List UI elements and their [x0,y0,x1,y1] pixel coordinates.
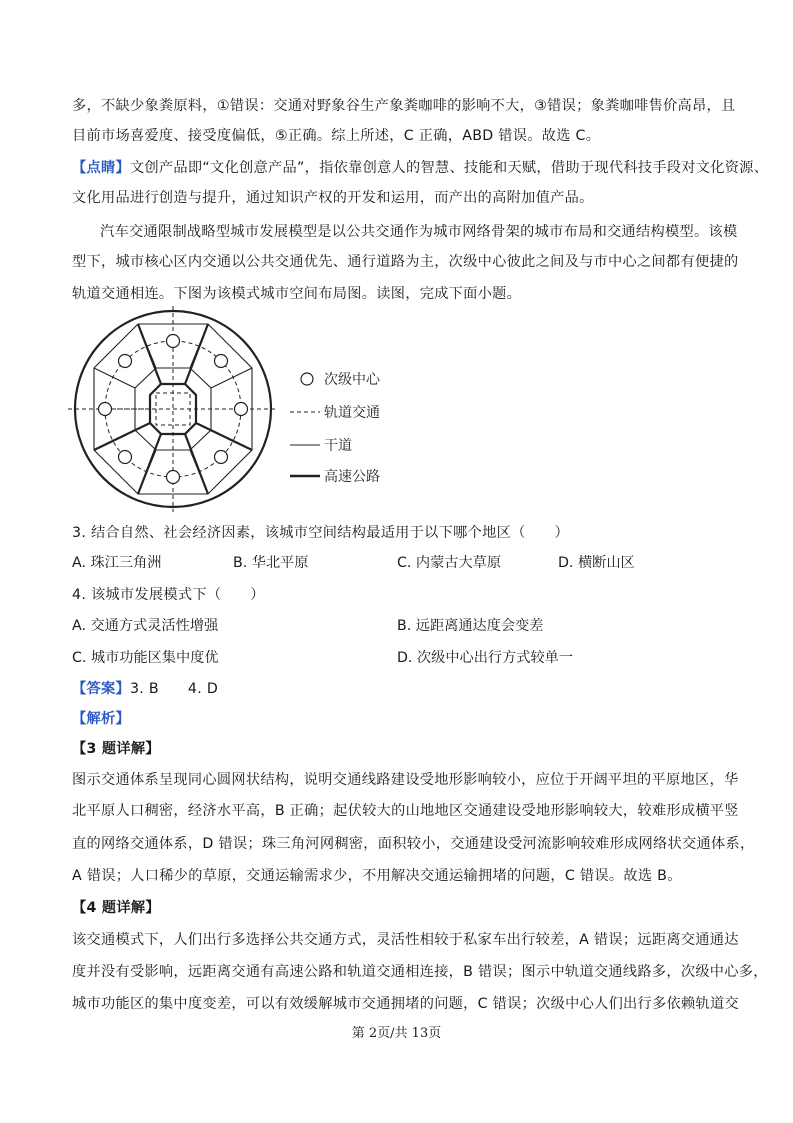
dianjing-label: 【点睛】 [72,160,130,176]
legend-rail-label: 轨道交通 [324,405,380,421]
legend-highway-label: 高速公路 [324,469,380,485]
answer-line [72,679,732,699]
intro-line2: 型下，城市核心区内交通以公共交通优先、通行道路为主，次级中心彼此之间及与市中心之间都有便捷的 [72,254,739,270]
answer-text: 3. B 4. D [129,681,219,697]
legend-trunk-label: 干道 [324,438,352,454]
city-layout-diagram [68,306,398,512]
q3-option-c: C. 内蒙古大草原 [397,555,502,571]
q3-option-d: D. 横断山区 [558,555,635,571]
q4-stem: 4. 该城市发展模式下（ ） [72,587,265,603]
d3-line1: 图示交通体系呈现同心圆网状结构，说明交通线路建设受地形影响较小，应位于开阔平坦的平原地区，华 [72,772,739,788]
legend-center-label: 次级中心 [324,372,380,388]
d3-line3: 直的网络交通体系，D 错误；珠三角河网稠密，面积较小，交通建设受河流影响较难形成网络状交通体系， [72,836,755,852]
d3-label: 【3 题详解】 [72,741,160,757]
q3-option-a: A. 珠江三角洲 [72,555,162,571]
d3-line4: A 错误；人口稀少的草原，交通运输需求少，不用解决交通运输拥堵的问题，C 错误。故选 B。 [72,868,682,884]
diagram-legend [290,371,381,485]
d4-line2: 度并没有受影响，远距离交通有高速公路和轨道交通相连接，B 错误；图示中轨道交通线路多，次级中心多， [72,964,768,980]
dianjing-text: 文创产品即“文化创意产品”，指依靠创意人的智慧、技能和天赋，借助于现代科技手段对文化资源、 [129,160,769,176]
legend-center-icon [301,373,313,385]
d4-line3: 城市功能区的集中度变差，可以有效缓解城市交通拥堵的问题，C 错误；次级中心人们出行多依赖轨道交 [72,996,739,1012]
q4-option-d: D. 次级中心出行方式较单一 [397,650,574,666]
intro-line3: 轨道交通相连。下图为该模式城市空间布局图。读图，完成下面小题。 [72,286,522,302]
q4-option-c: C. 城市功能区集中度优 [72,650,219,666]
dianjing-line2: 文化用品进行创造与提升，通过知识产权的开发和运用，而产出的高附加值产品。 [72,190,594,206]
intro-line1: 汽车交通限制战略型城市发展模型是以公共交通作为城市网络骨架的城市布局和交通结构模型。该模 [100,224,738,240]
para1-line2: 目前市场喜爱度、接受度偏低，⑤正确。综上所述，C 正确，ABD 错误。故选 C。 [72,128,601,144]
page-footer: 第 2页/共 13页 [351,1026,442,1041]
para1-line1: 多，不缺少象粪原料，①错误：交通对野象谷生产象粪咖啡的影响不大，③错误；象粪咖啡售价高昂，且 [72,98,736,114]
dianjing-line1 [72,158,769,178]
d4-line1: 该交通模式下，人们出行多选择公共交通方式，灵活性相较于私家车出行较差，A 错误；远距离交通通达 [72,932,739,948]
q3-stem: 3. 结合自然、社会经济因素，该城市空间结构最适用于以下哪个地区（ ） [72,525,570,541]
q3-option-b: B. 华北平原 [233,555,309,571]
jiexi-label: 【解析】 [72,711,130,727]
q4-option-a: A. 交通方式灵活性增强 [72,618,219,634]
d3-line2: 北平原人口稠密，经济水平高，B 正确；起伏较大的山地地区交通建设受地形影响较大，较难形成横平竖 [72,803,739,819]
d4-label: 【4 题详解】 [72,900,160,916]
answer-label: 【答案】 [72,681,130,697]
q4-option-b: B. 远距离通达度会变差 [397,618,544,634]
